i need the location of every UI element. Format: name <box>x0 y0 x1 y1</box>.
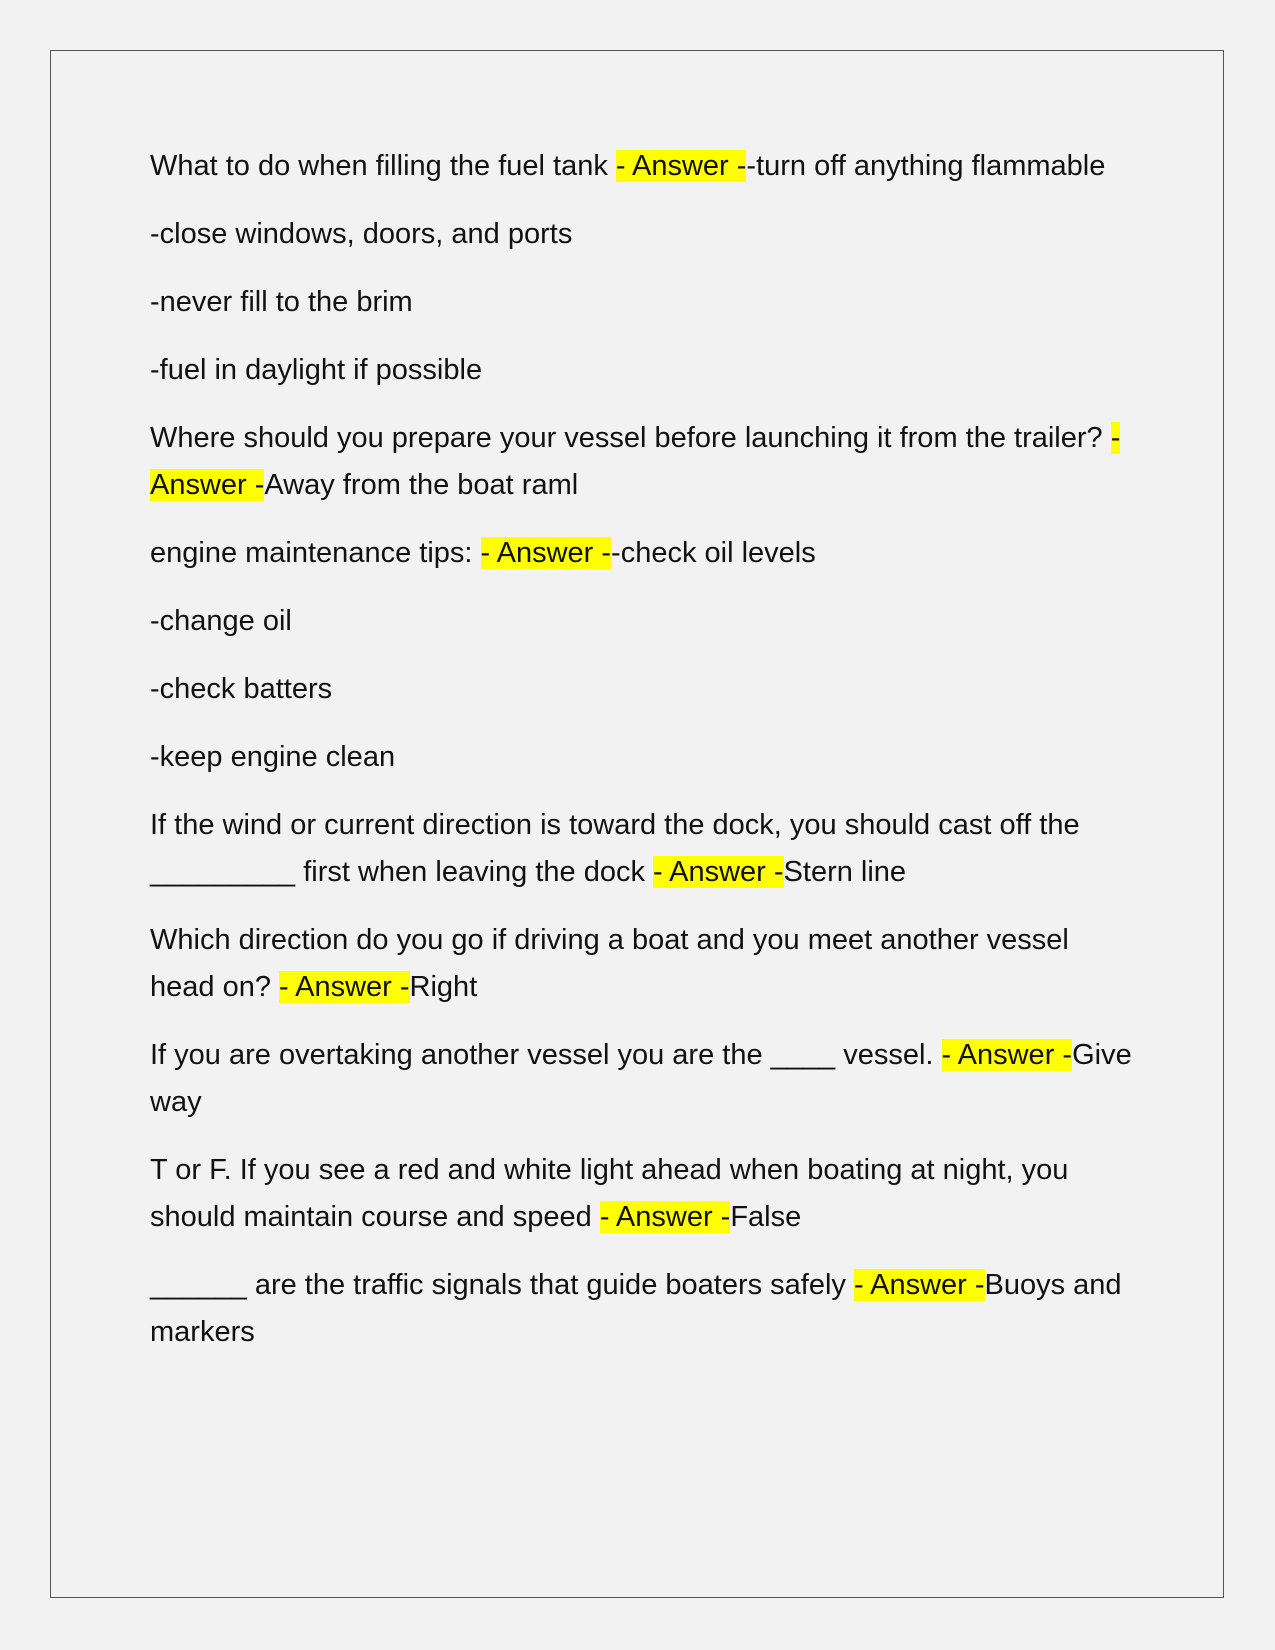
answer-marker: - Answer - <box>853 1269 985 1301</box>
paragraph-head-on-question <box>150 917 1140 1011</box>
question-text: Where should you prepare your vessel before launching it from the trailer? <box>150 422 1111 454</box>
list-item <box>150 279 1140 326</box>
answer-text: Buoys and markers <box>150 1269 1122 1348</box>
answer-text: False <box>730 1201 802 1233</box>
answer-text: Away from the boat raml <box>264 469 579 501</box>
list-item <box>150 666 1140 713</box>
answer-text: -turn off anything flammable <box>746 150 1106 182</box>
paragraph-dock-question <box>150 802 1140 896</box>
answer-marker: - Answer - <box>599 1201 731 1233</box>
answer-marker: - Answer - <box>653 856 784 888</box>
paragraph-engine-question <box>150 530 1140 577</box>
answer-text: Right <box>409 971 478 1003</box>
answer-marker: - Answer - <box>279 971 410 1003</box>
paragraph-fuel-question <box>150 143 1140 190</box>
list-item-text: -close windows, doors, and ports <box>150 218 573 250</box>
answer-marker: - Answer - <box>480 537 612 569</box>
answer-text: -check oil levels <box>611 537 816 569</box>
list-item <box>150 734 1140 781</box>
question-text: Which direction do you go if driving a boat and you meet another vessel head on? <box>150 924 1069 1003</box>
answer-marker: - Answer - <box>615 150 747 182</box>
answer-text: Stern line <box>783 856 907 888</box>
question-text: If you are overtaking another vessel you are the ____ vessel. <box>150 1039 942 1071</box>
list-item-text: -change oil <box>150 605 292 637</box>
document-body <box>150 143 1140 1377</box>
paragraph-overtaking-question <box>150 1032 1140 1126</box>
list-item-text: -keep engine clean <box>150 741 396 773</box>
list-item <box>150 598 1140 645</box>
question-text: T or F. If you see a red and white light ahead when boating at night, you should maintain course and speed <box>150 1154 1069 1233</box>
list-item-text: -never fill to the brim <box>150 286 413 318</box>
question-text: If the wind or current direction is toward the dock, you should cast off the _________ first when leaving the dock <box>150 809 1080 888</box>
list-item-text: -check batters <box>150 673 333 705</box>
paragraph-vessel-question <box>150 415 1140 509</box>
paragraph-buoys-question <box>150 1262 1140 1356</box>
answer-marker: - Answer - <box>150 422 1121 501</box>
paragraph-lights-question <box>150 1147 1140 1241</box>
answer-marker: - Answer - <box>941 1039 1073 1071</box>
question-text: engine maintenance tips: <box>150 537 481 569</box>
question-text: What to do when filling the fuel tank <box>150 150 616 182</box>
question-text: ______ are the traffic signals that guide boaters safely <box>150 1269 854 1301</box>
list-item-text: -fuel in daylight if possible <box>150 354 483 386</box>
list-item <box>150 347 1140 394</box>
list-item <box>150 211 1140 258</box>
answer-text: Give way <box>150 1039 1132 1118</box>
